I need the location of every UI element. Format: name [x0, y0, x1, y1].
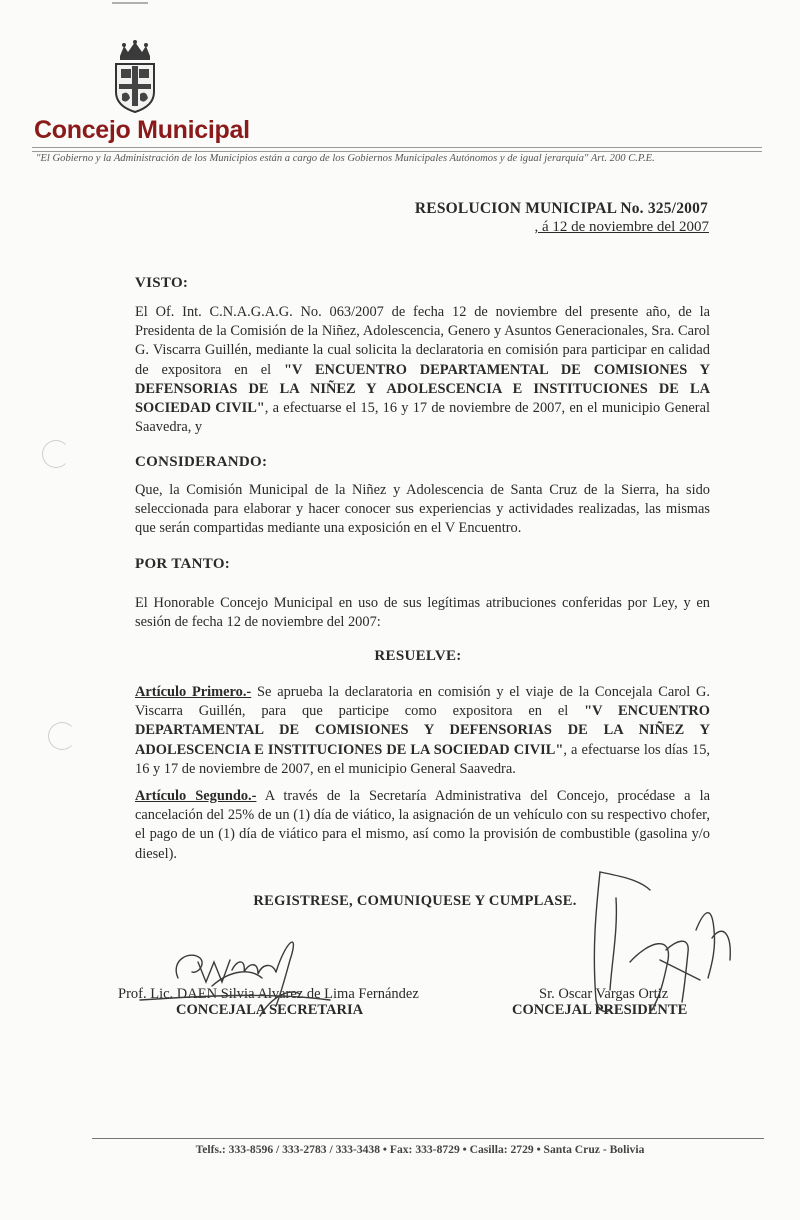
article-first-text: Se aprueba la declaratoria en comisión y el viaje de la Concejala Carol G. Viscarra Guillén, para que participe como expositora en el	[135, 684, 710, 720]
organization-name: Concejo Municipal	[34, 116, 250, 144]
por-tanto-paragraph: El Honorable Concejo Municipal en uso de sus legítimas atribuciones conferidas por Ley, y en sesión de fecha 12 de noviembre del 2007:	[135, 595, 710, 631]
right-signatory-name: Sr. Oscar Vargas Ortiz	[539, 986, 669, 1002]
footer-contact: Telfs.: 333-8596 / 333-2783 / 333-3438 • Fax: 333-8729 • Casilla: 2729 • Santa Cruz - Bolivia	[195, 1143, 645, 1156]
por-tanto-heading: POR TANTO:	[135, 556, 231, 572]
visto-paragraph	[135, 303, 710, 437]
resolution-title: RESOLUCION MUNICIPAL No. 325/2007	[414, 200, 708, 217]
article-first	[135, 683, 710, 779]
article-second	[135, 787, 710, 864]
visto-text: El Of. Int. C.N.A.G.A.G. No. 063/2007 de fecha 12 de noviembre del presente año, de la Presidenta de la Comisión de la Niñez, Adolescencia, Genero y Asuntos Generacionales, Sra. Carol G. Viscarra Guillén, mediante la cual solicita la declaratoria en comisión para participar en calidad de expositora en el	[135, 304, 710, 378]
right-signatory-title: CONCEJAL PRESIDENTE	[512, 1002, 688, 1018]
scan-artifact	[112, 2, 148, 4]
header-rule	[32, 147, 762, 148]
closing-formula: REGISTRESE, COMUNIQUESE Y CUMPLASE.	[253, 893, 577, 909]
left-signatory-name: Prof. Lic. DAEN Silvia Alvarez de Lima Fernández	[118, 986, 419, 1002]
article-first-label: Artículo Primero.-	[135, 684, 252, 700]
resuelve-heading: RESUELVE:	[374, 648, 462, 664]
punch-hole-mark	[42, 440, 70, 468]
header-tagline: "El Gobierno y la Administración de los Municipios están a cargo de los Gobiernos Municipales Autónomos y de igual jerarquía" Art. 200 C.P.E.	[36, 153, 655, 164]
municipal-crest-icon	[110, 40, 160, 114]
visto-text-end: , a efectuarse el 15, 16 y 17 de noviembre de 2007, en el municipio General Saavedra, y	[135, 400, 710, 436]
event-name: "V ENCUENTRO DEPARTAMENTAL DE COMISIONES Y DEFENSORIAS DE LA NIÑEZ Y ADOLESCENCIA E INSTITUCIONES DE LA SOCIEDAD CIVIL"	[135, 703, 711, 758]
left-signatory-title: CONCEJALA SECRETARIA	[176, 1002, 364, 1018]
punch-hole-mark	[48, 722, 76, 750]
resolution-date: , á 12 de noviembre del 2007	[534, 219, 709, 235]
event-name: "V ENCUENTRO DEPARTAMENTAL DE COMISIONES Y DEFENSORIAS DE LA NIÑEZ Y ADOLESCENCIA E INSTITUCIONES DE LA SOCIEDAD CIVIL"	[135, 361, 710, 417]
header-rule	[32, 151, 762, 152]
article-first-text-end: , a efectuarse los días 15, 16 y 17 de noviembre de 2007, en el municipio General Saavedra.	[135, 741, 710, 777]
footer-rule	[92, 1138, 764, 1139]
considerando-paragraph: Que, la Comisión Municipal de la Niñez y Adolescencia de Santa Cruz de la Sierra, ha sido seleccionada para elaborar y hacer conocer sus experiencias y actividades realizadas, las mismas que serán compartidas mediante una exposición en el V Encuentro.	[135, 482, 710, 537]
visto-heading: VISTO:	[135, 275, 189, 291]
considerando-heading: CONSIDERANDO:	[135, 454, 268, 470]
article-second-text: A través de la Secretaría Administrativa del Concejo, procédase a la cancelación del 25% de un (1) día de viático, la asignación de un vehículo con su respectivo chofer, el pago de un (1) día de viático para el mismo, así como la provisión de combustible (gasolina y/o diesel).	[135, 788, 710, 862]
article-second-label: Artículo Segundo.-	[135, 788, 257, 804]
